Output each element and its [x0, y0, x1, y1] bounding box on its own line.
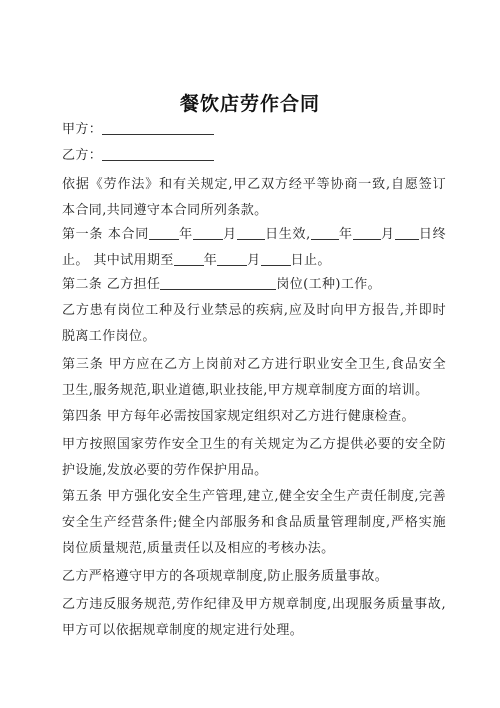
article-1-text-d: 日生效, — [264, 227, 311, 242]
probation-year-blank[interactable] — [174, 251, 204, 266]
start-day-blank[interactable] — [237, 225, 265, 240]
article-3-paragraph: 第三条 甲方应在乙方上岗前对乙方进行职业安全卫生,食品安全卫生,服务规范,职业道德,职业技能,甲方规章制度方面的培训。 — [62, 357, 446, 398]
party-a-blank[interactable] — [102, 120, 214, 135]
article-1-text-b: 年 — [178, 227, 193, 242]
article-5-paragraph-3: 乙方违反服务规范,劳作纪律及甲方规章制度,出现服务质量事故,甲方可以依据规章制度的规定进行处理。 — [62, 597, 446, 638]
article-1-paragraph — [62, 222, 446, 274]
contract-title: 餐饮店劳作合同 — [179, 93, 320, 115]
end-day-blank[interactable] — [395, 225, 419, 240]
end-year-blank[interactable] — [311, 225, 339, 240]
article-1-text-j: 月 — [247, 253, 261, 268]
article-1-text-e: 年 — [338, 227, 353, 242]
party-b-label: 乙方： — [62, 148, 103, 163]
party-b-blank[interactable] — [102, 146, 214, 161]
end-month-blank[interactable] — [353, 225, 381, 240]
party-a-line — [62, 117, 446, 143]
probation-day-blank[interactable] — [261, 251, 291, 266]
article-4-paragraph: 第四条 甲方每年必需按国家规定组织对乙方进行健康检查。 — [62, 409, 415, 424]
article-1-text-i: 年 — [203, 253, 218, 268]
article-5-paragraph: 第五条 甲方强化安全生产管理,建立,健全安全生产责任制度,完善安全生产经营条件;健全内部服务和食品质量管理制度,严格实施岗位质量规范,质量责任以及相应的考核办法。 — [62, 489, 446, 556]
intro-paragraph: 依据《劳作法》和有关规定,甲乙双方经平等协商一致,自愿签订本合同,共同遵守本合同所列条款。 — [62, 177, 446, 218]
article-1-text-c: 月 — [222, 227, 237, 242]
article-1-text-f: 月 — [380, 227, 395, 242]
article-1-text-g: 日终止。 — [62, 227, 447, 268]
position-blank[interactable] — [160, 275, 276, 290]
party-b-line — [62, 143, 446, 169]
probation-month-blank[interactable] — [217, 251, 247, 266]
article-5-paragraph-2: 乙方严格遵守甲方的各项规章制度,防止服务质量事故。 — [62, 569, 389, 584]
article-2-paragraph — [62, 272, 446, 298]
start-month-blank[interactable] — [193, 225, 223, 240]
article-2-paragraph-2: 乙方患有岗位工种及行业禁忌的疾病,应及时向甲方报告,并即时脱离工作岗位。 — [62, 303, 446, 344]
party-a-label: 甲方： — [62, 122, 103, 137]
article-1-text-k: 日止。 — [290, 253, 331, 268]
article-4-paragraph-2: 甲方按照国家劳作安全卫生的有关规定为乙方提供必要的安全防护设施,发放必要的劳作保护用品。 — [62, 437, 446, 478]
article-1-text-h: 其中试用期至 — [93, 253, 174, 268]
start-year-blank[interactable] — [149, 225, 179, 240]
article-2-text-a: 第二条 乙方担任 — [62, 277, 161, 292]
article-2-text-b: 岗位(工种)工作。 — [276, 277, 382, 292]
article-1-text-a: 第一条 本合同 — [62, 227, 149, 242]
